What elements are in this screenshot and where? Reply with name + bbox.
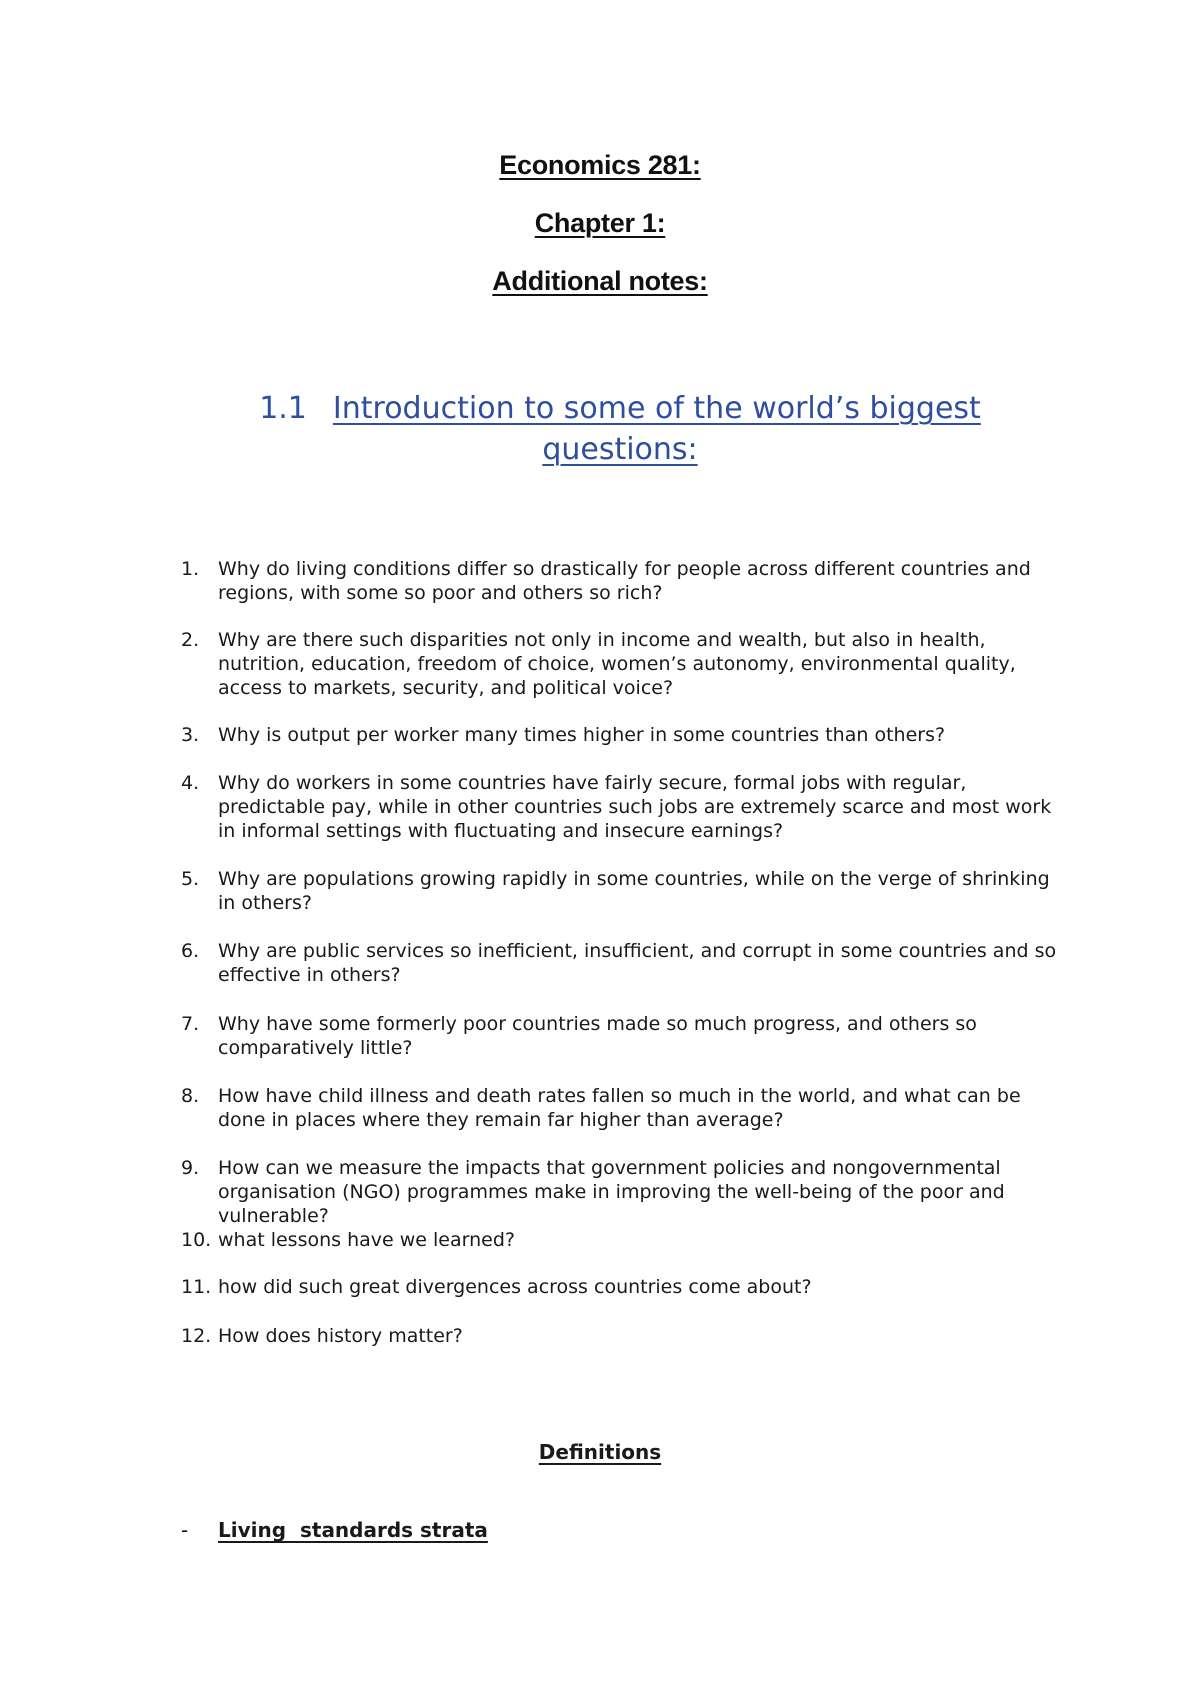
course-title: Economics 281: — [499, 150, 701, 180]
bullet-dash: - — [181, 1518, 189, 1542]
section-number: 1.1 — [259, 391, 307, 426]
section-heading — [170, 388, 1070, 470]
definition-item — [181, 1518, 488, 1542]
definition-term: Living standards strata — [218, 1518, 488, 1542]
list-item-text: Why are populations growing rapidly in some countries, while on the verge of shrinking in others? — [218, 868, 1050, 914]
list-item-number: 9. — [181, 1157, 200, 1179]
list-item-number: 8. — [181, 1085, 200, 1107]
list-item-text: Why do workers in some countries have fairly secure, formal jobs with regular, predictable pay, while in other countries such jobs are extremely scarce and most work in informal settings with fluctuating and insecure earnings? — [218, 772, 1052, 842]
list-item-text: How can we measure the impacts that government policies and nongovernmental organisation (NGO) programmes make in improving the well-being of the poor and vulnerable? — [218, 1157, 1005, 1227]
notes-title: Additional notes: — [492, 266, 708, 296]
list-item-text: How have child illness and death rates fallen so much in the world, and what can be done in places where they remain far higher than average? — [218, 1085, 1021, 1131]
section-title-part-2: questions: — [542, 432, 698, 467]
list-item-number: 6. — [181, 940, 200, 962]
list-item-number: 1. — [181, 558, 200, 580]
list-item-text: how did such great divergences across countries come about? — [218, 1276, 812, 1298]
list-item-text: Why have some formerly poor countries made so much progress, and others so comparatively little? — [218, 1013, 977, 1059]
list-item-text: Why is output per worker many times higher in some countries than others? — [218, 724, 946, 746]
list-item-number: 7. — [181, 1013, 200, 1035]
list-item-text: Why are there such disparities not only in income and wealth, but also in health, nutrition, education, freedom of choice, women’s autonomy, environmental quality, access to markets, security, and political voice? — [218, 629, 1016, 699]
list-item-text: How does history matter? — [218, 1325, 463, 1347]
list-item-text: Why do living conditions differ so drastically for people across different countries and regions, with some so poor and others so rich? — [218, 558, 1031, 604]
list-item-number: 3. — [181, 724, 200, 746]
definitions-heading: Definitions — [538, 1440, 662, 1464]
list-item-number: 10. — [181, 1229, 212, 1251]
section-title-part-1: Introduction to some of the world’s biggest — [332, 391, 981, 426]
section-heading-line-2 — [170, 429, 1070, 470]
list-item-number: 11. — [181, 1276, 212, 1298]
list-item-number: 5. — [181, 868, 200, 890]
list-item-number: 4. — [181, 772, 200, 794]
list-item-text: Why are public services so inefficient, insufficient, and corrupt in some countries and so effective in others? — [218, 940, 1057, 986]
list-item-number: 12. — [181, 1325, 212, 1347]
list-item-number: 2. — [181, 629, 200, 651]
list-item-text: what lessons have we learned? — [218, 1229, 515, 1251]
chapter-title: Chapter 1: — [534, 208, 666, 238]
section-heading-line-1 — [170, 388, 1070, 429]
